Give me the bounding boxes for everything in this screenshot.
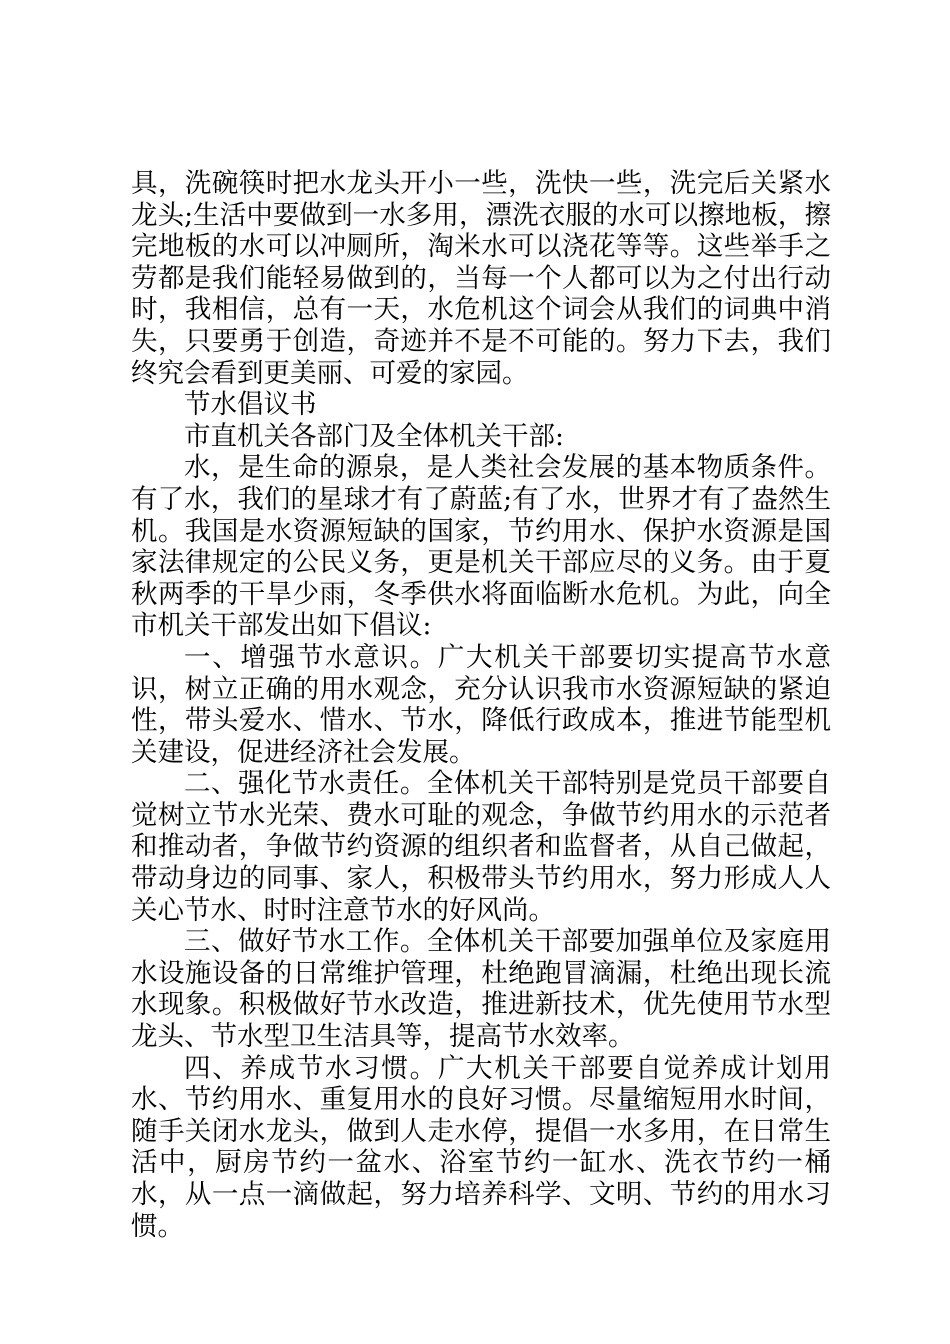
document-title: 节水倡议书	[184, 389, 317, 421]
paragraph-item-4: 四、养成节水习惯。广大机关干部要自觉养成计划用水、节约用水、重复用水的良好习惯。尽量缩短用水时间，随手关闭水龙头，做到人走水停，提倡一水多用，在日常生活中，厨房节约一盆水、浴室节约一缸水、洗衣节约一桶水，从一点一滴做起，努力培养科学、文明、节约的用水习惯。	[131, 1052, 831, 1242]
paragraph-continuation: 具，洗碗筷时把水龙头开小一些，洗快一些，洗完后关紧水龙头;生活中要做到一水多用，漂洗衣服的水可以擦地板，擦完地板的水可以冲厕所，淘米水可以浇花等等。这些举手之劳都是我们能轻易做到的，当每一个人都可以为之付出行动时，我相信，总有一天，水危机这个词会从我们的词典中消失，只要勇于创造，奇迹并不是不可能的。努力下去，我们终究会看到更美丽、可爱的家园。	[131, 168, 831, 389]
document-body	[131, 168, 831, 1242]
paragraph-intro: 水，是生命的源泉，是人类社会发展的基本物质条件。有了水，我们的星球才有了蔚蓝;有了水，世界才有了盎然生机。我国是水资源短缺的国家，节约用水、保护水资源是国家法律规定的公民义务，更是机关干部应尽的义务。由于夏秋两季的干旱少雨，冬季供水将面临断水危机。为此，向全市机关干部发出如下倡议:	[131, 452, 831, 642]
paragraph-item-3: 三、做好节水工作。全体机关干部要加强单位及家庭用水设施设备的日常维护管理，杜绝跑冒滴漏，杜绝出现长流水现象。积极做好节水改造，推进新技术，优先使用节水型龙头、节水型卫生洁具等，提高节水效率。	[131, 926, 831, 1053]
salutation: 市直机关各部门及全体机关干部:	[184, 420, 564, 452]
paragraph-item-1: 一、增强节水意识。广大机关干部要切实提高节水意识，树立正确的用水观念，充分认识我市水资源短缺的紧迫性，带头爱水、惜水、节水，降低行政成本，推进节能型机关建设，促进经济社会发展。	[131, 641, 831, 768]
paragraph-item-2: 二、强化节水责任。全体机关干部特别是党员干部要自觉树立节水光荣、费水可耻的观念，争做节约用水的示范者和推动者，争做节约资源的组织者和监督者，从自己做起，带动身边的同事、家人，积极带头节约用水，努力形成人人关心节水、时时注意节水的好风尚。	[131, 768, 831, 926]
